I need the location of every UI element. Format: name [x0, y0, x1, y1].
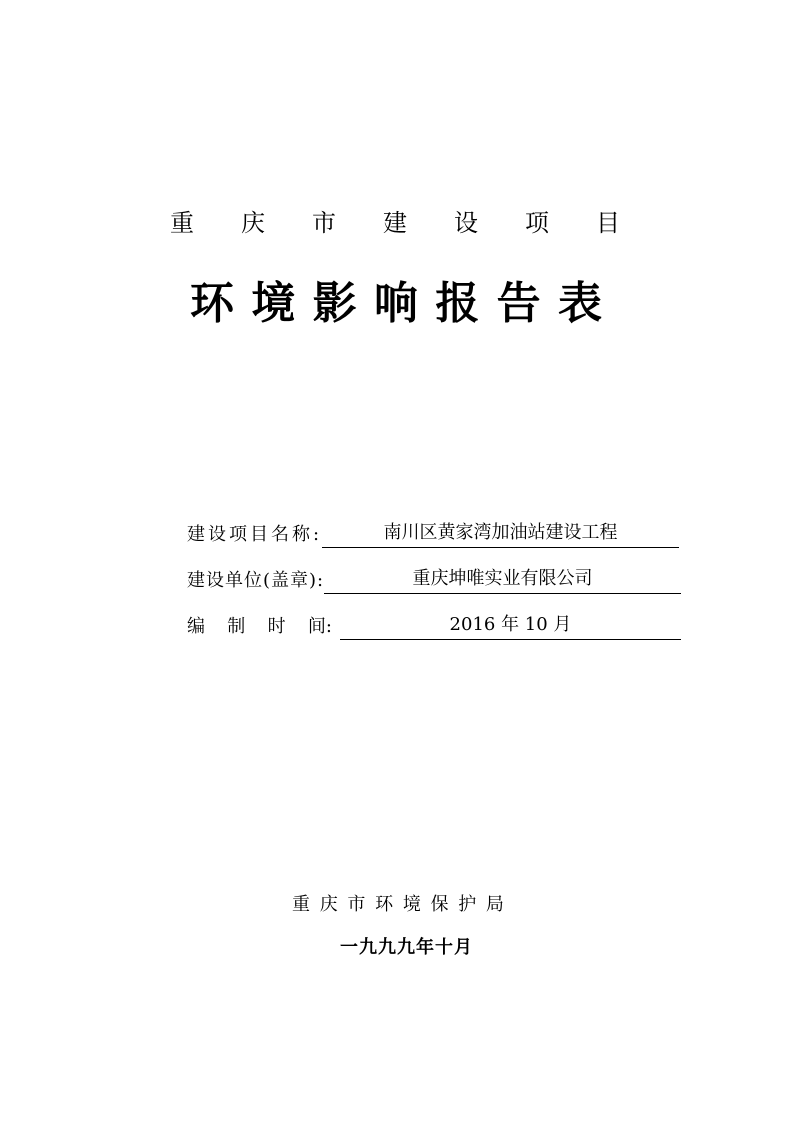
compile-time-label — [187, 614, 332, 640]
subtitle-char: 项 — [525, 209, 549, 237]
issuing-bureau — [292, 891, 504, 919]
bureau-char: 环 — [375, 894, 394, 915]
subtitle-line — [170, 205, 620, 241]
subtitle-char: 庆 — [241, 209, 265, 237]
title-char: 表 — [557, 278, 602, 329]
compile-time-field — [187, 612, 681, 640]
title-char: 影 — [312, 278, 357, 329]
bureau-char: 境 — [402, 894, 421, 915]
bureau-char: 护 — [458, 894, 477, 915]
document-title — [190, 276, 602, 332]
subtitle-char: 建 — [383, 209, 407, 237]
builder-label: 建设单位(盖章): — [187, 570, 325, 591]
project-name-field — [187, 520, 679, 548]
subtitle-char: 设 — [454, 209, 478, 237]
subtitle-char: 目 — [596, 209, 620, 237]
title-char: 报 — [435, 278, 480, 329]
compile-time-label-char: 间: — [307, 616, 332, 637]
issue-date: 一九九九年十月 — [340, 937, 473, 958]
builder-field — [187, 566, 681, 594]
title-char: 告 — [496, 278, 541, 329]
project-name-value: 南川区黄家湾加油站建设工程 — [322, 520, 679, 548]
project-name-label: 建设项目名称: — [187, 524, 323, 545]
bureau-char: 局 — [485, 894, 504, 915]
bureau-char: 市 — [347, 894, 366, 915]
title-char: 响 — [373, 278, 418, 329]
subtitle-char: 市 — [312, 209, 336, 237]
compile-time-label-char: 制 — [227, 616, 246, 637]
compile-time-label-char: 编 — [187, 616, 205, 637]
title-char: 环 — [190, 278, 234, 329]
bureau-char: 保 — [430, 894, 449, 915]
bureau-char: 重 — [292, 894, 310, 915]
bureau-char: 庆 — [319, 894, 338, 915]
title-char: 境 — [251, 278, 296, 329]
compile-time-value: 2016 年 10 月 — [340, 612, 681, 640]
builder-value: 重庆坤唯实业有限公司 — [324, 566, 681, 594]
compile-time-label-char: 时 — [267, 616, 286, 637]
subtitle-char: 重 — [170, 209, 194, 237]
